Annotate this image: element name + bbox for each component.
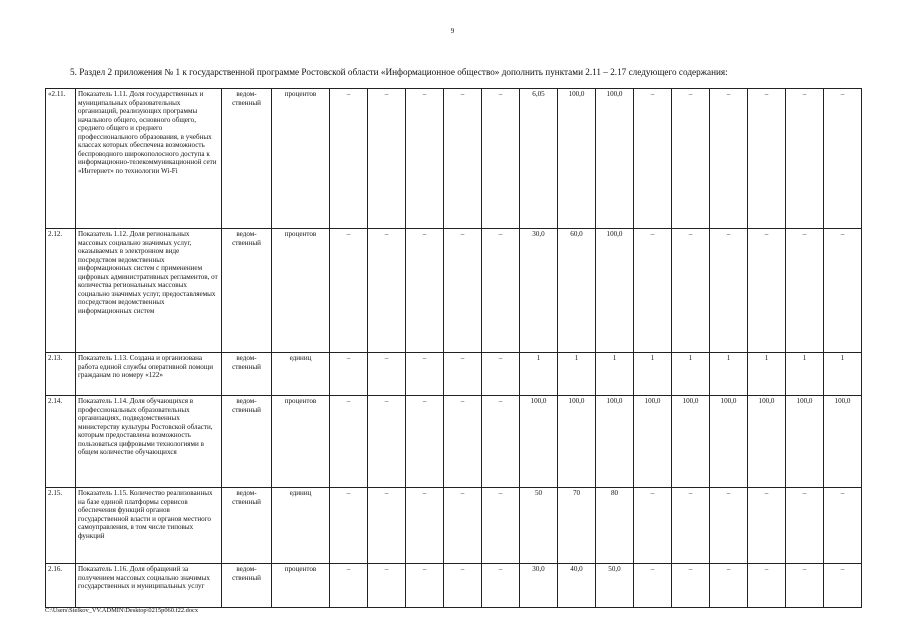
year-value-cell: – — [444, 229, 482, 353]
year-value-cell: – — [786, 229, 824, 353]
page-number: 9 — [450, 27, 455, 35]
year-value-cell: 1 — [748, 353, 786, 396]
year-value-cell: 30,0 — [520, 564, 558, 608]
year-value-cell: – — [406, 229, 444, 353]
indicator-type: ведом-ственный — [222, 396, 272, 488]
year-value-cell: 1 — [596, 353, 634, 396]
year-value-cell: 100,0 — [634, 396, 672, 488]
year-value-cell: 100,0 — [596, 89, 634, 229]
row-number: 2.13. — [46, 353, 76, 396]
row-number: «2.11. — [46, 89, 76, 229]
year-value-cell: – — [786, 488, 824, 564]
year-value-cell: 1 — [824, 353, 862, 396]
year-value-cell: – — [444, 353, 482, 396]
year-value-cell: 1 — [672, 353, 710, 396]
indicator-name: Показатель 1.15. Количество реализованных на базе единой платформы сервисов обеспечения функций органов государственной власти и органов местного самоуправления, в том числе типовых функций — [76, 488, 222, 564]
unit-of-measure: процентов — [272, 396, 330, 488]
year-value-cell: – — [444, 564, 482, 608]
year-value-cell: 1 — [634, 353, 672, 396]
year-value-cell: 100,0 — [710, 396, 748, 488]
row-number: 2.15. — [46, 488, 76, 564]
indicator-name: Показатель 1.13. Создана и организована работа единой службы оперативной помощи гражданам по номеру «122» — [76, 353, 222, 396]
year-value-cell: – — [482, 488, 520, 564]
table-row — [46, 488, 862, 564]
year-value-cell: – — [368, 89, 406, 229]
year-value-cell: – — [672, 488, 710, 564]
unit-of-measure: процентов — [272, 564, 330, 608]
year-value-cell: – — [444, 488, 482, 564]
year-value-cell: 100,0 — [558, 396, 596, 488]
indicator-type: ведом-ственный — [222, 488, 272, 564]
unit-of-measure: процентов — [272, 89, 330, 229]
year-value-cell: – — [824, 564, 862, 608]
year-value-cell: – — [824, 89, 862, 229]
year-value-cell: 6,05 — [520, 89, 558, 229]
year-value-cell: – — [634, 229, 672, 353]
row-number: 2.16. — [46, 564, 76, 608]
indicator-type: ведом-ственный — [222, 564, 272, 608]
table-row — [46, 353, 862, 396]
year-value-cell: 1 — [520, 353, 558, 396]
year-value-cell: – — [368, 396, 406, 488]
year-value-cell: – — [634, 89, 672, 229]
unit-of-measure: процентов — [272, 229, 330, 353]
year-value-cell: – — [634, 488, 672, 564]
year-value-cell: – — [330, 396, 368, 488]
year-value-cell: – — [748, 564, 786, 608]
year-value-cell: – — [710, 89, 748, 229]
section-heading: 5. Раздел 2 приложения № 1 к государственной программе Ростовской области «Информационное общество» дополнить пунктами 2.11 – 2.17 следующего содержания: — [70, 67, 728, 77]
year-value-cell: – — [482, 229, 520, 353]
year-value-cell: – — [368, 564, 406, 608]
indicator-type: ведом-ственный — [222, 353, 272, 396]
year-value-cell: – — [368, 488, 406, 564]
year-value-cell: 80 — [596, 488, 634, 564]
year-value-cell: – — [368, 353, 406, 396]
year-value-cell: – — [672, 564, 710, 608]
year-value-cell: – — [710, 564, 748, 608]
year-value-cell: – — [406, 564, 444, 608]
year-value-cell: 30,0 — [520, 229, 558, 353]
indicator-name: Показатель 1.11. Доля государственных и муниципальных образовательных организаций, реализующих программы начального общего, основного общего, среднего общего и среднего профессионального образования, в учебных классах которых обеспечена возможность беспроводного широкополосного доступа к информационно-телекоммуникационной сети «Интернет» по технологии Wi-Fi — [76, 89, 222, 229]
indicator-name: Показатель 1.12. Доля региональных массовых социально значимых услуг, оказываемых в электронном виде посредством ведомственных информационных систем с применением цифровых административных регламентов, от количества региональных массовых социально значимых услуг, предоставляемых посредством ведомственных информационных систем — [76, 229, 222, 353]
year-value-cell: 100,0 — [786, 396, 824, 488]
year-value-cell: – — [330, 353, 368, 396]
table-row — [46, 396, 862, 488]
year-value-cell: – — [824, 229, 862, 353]
year-value-cell: – — [368, 229, 406, 353]
year-value-cell: 100,0 — [596, 229, 634, 353]
year-value-cell: – — [748, 89, 786, 229]
year-value-cell: 50 — [520, 488, 558, 564]
year-value-cell: 100,0 — [748, 396, 786, 488]
year-value-cell: – — [406, 488, 444, 564]
indicators-table — [45, 88, 862, 608]
year-value-cell: 100,0 — [558, 89, 596, 229]
year-value-cell: 100,0 — [520, 396, 558, 488]
year-value-cell: 1 — [558, 353, 596, 396]
year-value-cell: – — [444, 89, 482, 229]
year-value-cell: – — [672, 89, 710, 229]
year-value-cell: – — [710, 488, 748, 564]
table-row — [46, 564, 862, 608]
year-value-cell: 100,0 — [824, 396, 862, 488]
unit-of-measure: единиц — [272, 353, 330, 396]
year-value-cell: 1 — [786, 353, 824, 396]
indicator-type: ведом-ственный — [222, 229, 272, 353]
indicator-type: ведом-ственный — [222, 89, 272, 229]
year-value-cell: 100,0 — [596, 396, 634, 488]
year-value-cell: – — [710, 229, 748, 353]
year-value-cell: 100,0 — [672, 396, 710, 488]
table-row — [46, 89, 862, 229]
year-value-cell: – — [482, 89, 520, 229]
year-value-cell: 70 — [558, 488, 596, 564]
year-value-cell: – — [406, 353, 444, 396]
year-value-cell: – — [330, 89, 368, 229]
year-value-cell: – — [406, 396, 444, 488]
table-row — [46, 229, 862, 353]
year-value-cell: – — [748, 488, 786, 564]
year-value-cell: – — [634, 564, 672, 608]
year-value-cell: – — [330, 488, 368, 564]
year-value-cell: – — [672, 229, 710, 353]
indicator-name: Показатель 1.14. Доля обучающихся в профессиональных образовательных организациях, подведомственных министерству культуры Ростовской области, которым предоставлена возможность пользоваться цифровыми технологиями в общем количестве обучающихся — [76, 396, 222, 488]
indicator-name: Показатель 1.16. Доля обращений за получением массовых социально значимых государственных и муниципальных услуг — [76, 564, 222, 608]
year-value-cell: – — [330, 229, 368, 353]
year-value-cell: 60,0 — [558, 229, 596, 353]
row-number: 2.12. — [46, 229, 76, 353]
file-path-footer: C:\Users\Stelkov_VV.ADMIN\Desktop\0215p060.f22.docx — [45, 607, 199, 614]
unit-of-measure: единиц — [272, 488, 330, 564]
year-value-cell: 1 — [710, 353, 748, 396]
year-value-cell: – — [824, 488, 862, 564]
year-value-cell: – — [786, 564, 824, 608]
year-value-cell: – — [786, 89, 824, 229]
year-value-cell: – — [482, 564, 520, 608]
year-value-cell: – — [748, 229, 786, 353]
year-value-cell: – — [330, 564, 368, 608]
year-value-cell: – — [444, 396, 482, 488]
year-value-cell: – — [482, 353, 520, 396]
year-value-cell: 40,0 — [558, 564, 596, 608]
year-value-cell: – — [482, 396, 520, 488]
year-value-cell: – — [406, 89, 444, 229]
year-value-cell: 50,0 — [596, 564, 634, 608]
row-number: 2.14. — [46, 396, 76, 488]
